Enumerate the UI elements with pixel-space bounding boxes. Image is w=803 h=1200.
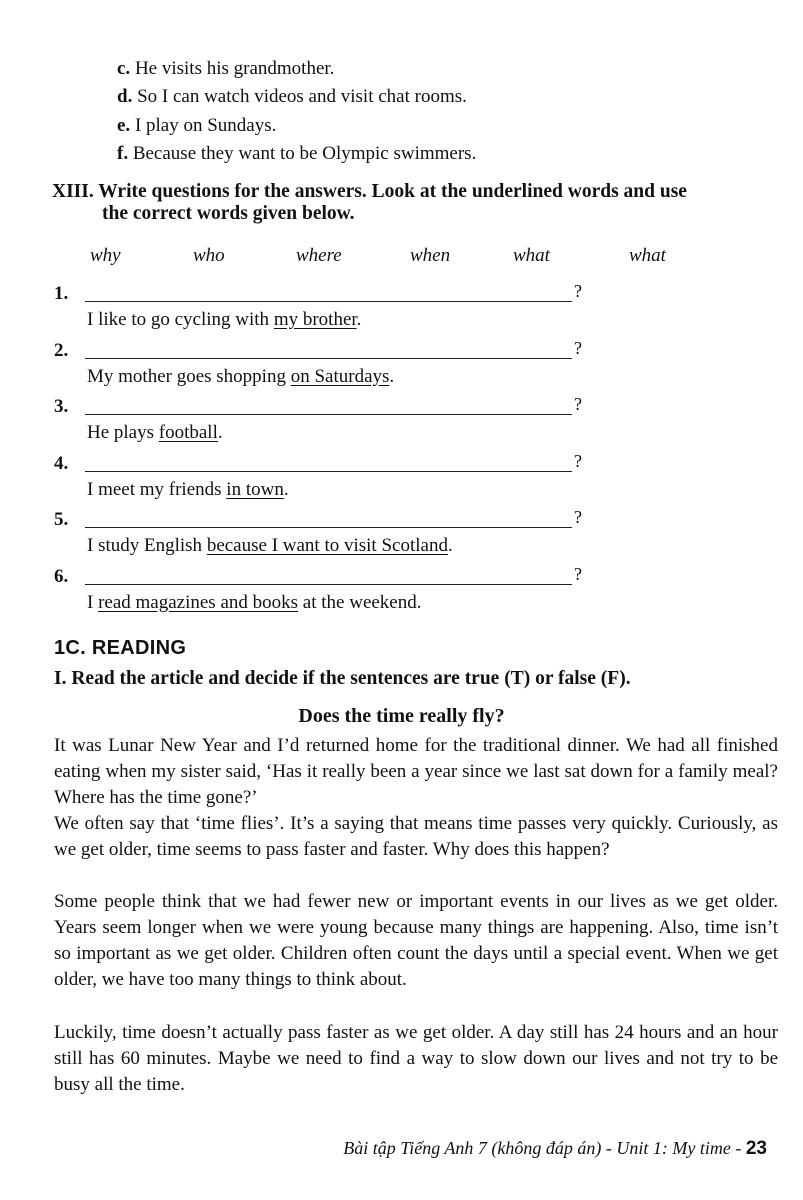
exercise-xiii-heading (52, 181, 687, 225)
question-answer-blank[interactable] (85, 527, 572, 528)
article-title: Does the time really fly? (298, 705, 505, 727)
underlined-words: on Saturdays (290, 365, 390, 387)
article-paragraph-1: It was Lunar New Year and I’d returned home for the traditional dinner. We had all finished eating when my sister said, ‘Has it really been a year since we last sat down for a family meal? Where has the time gone?’ (54, 735, 778, 808)
question-number: 5. (54, 509, 69, 530)
option-letter: d. (117, 86, 133, 107)
underlined-words: football (158, 422, 218, 443)
page-footer (343, 1138, 767, 1160)
answer-sentence (87, 422, 223, 444)
question-mark: ? (574, 563, 582, 584)
option-letter: f. (117, 143, 129, 164)
underlined-words: because I want to visit Scotland (206, 535, 448, 556)
question-mark: ? (574, 394, 582, 414)
option-text: So I can watch videos and visit chat rooms. (137, 86, 467, 107)
question-number: 3. (54, 396, 69, 417)
underlined-words: my brother (273, 309, 357, 330)
answer-sentence (87, 309, 361, 331)
instruction-line-2: the correct words given below. (102, 203, 355, 224)
article-paragraph-4: Luckily, time doesn’t actually pass faster as we get older. A day still has 24 hours and an hour still has 60 minutes. Maybe we need to find a way to slow down our lives and not try to be busy all the time. (54, 1022, 778, 1095)
question-answer-blank[interactable] (85, 414, 572, 415)
answer-text-before: I study English (87, 535, 207, 556)
question-mark: ? (574, 281, 582, 301)
answer-text-after: . (447, 535, 453, 556)
exercise-number: XIII. (52, 181, 94, 202)
question-number: 6. (54, 565, 69, 587)
option-text: Because they want to be Olympic swimmers. (132, 143, 477, 164)
answer-option-e (117, 115, 276, 137)
word-bank-item: what (629, 245, 666, 266)
question-mark: ? (574, 450, 582, 471)
answer-option-f (117, 143, 476, 165)
answer-text-after: at the weekend. (298, 591, 422, 613)
question-answer-blank[interactable] (85, 358, 572, 359)
instruction-line-1: Write questions for the answers. Look at the underlined words and use (98, 181, 687, 202)
answer-text-before: I (87, 591, 99, 613)
article-paragraph-2: We often say that ‘time flies’. It’s a saying that means time passes very quickly. Curiously, as we get older, time seems to pass faster and faster. Why does this happen? (54, 813, 778, 860)
option-letter: e. (117, 115, 131, 136)
option-letter: c. (117, 58, 131, 79)
word-bank-item: when (410, 245, 451, 266)
answer-sentence (87, 366, 394, 388)
underlined-words: in town (226, 478, 284, 500)
section-title-reading: 1C. READING (54, 637, 187, 659)
option-text: He visits his grandmother. (134, 58, 335, 79)
word-bank-item: who (193, 245, 225, 266)
question-mark: ? (574, 337, 582, 358)
question-answer-blank[interactable] (85, 301, 572, 302)
question-number: 2. (54, 339, 69, 361)
answer-option-d (117, 86, 467, 108)
word-bank-item: where (296, 245, 342, 266)
page-number: 23 (745, 1138, 767, 1159)
answer-text-before: I like to go cycling with (87, 309, 274, 330)
answer-text-before: I meet my friends (87, 478, 227, 500)
word-bank-item: what (513, 245, 550, 266)
answer-text-before: He plays (87, 422, 159, 443)
underlined-words: read magazines and books (98, 591, 299, 613)
question-answer-blank[interactable] (85, 471, 572, 472)
answer-text-after: . (389, 365, 395, 387)
article-paragraph-3: Some people think that we had fewer new or important events in our lives as we get older. Years seem longer when we were young because many things are happening. Also, time isn’t so important as we get older. Children often count the days until a special event. When we get older, we have too many things to think about. (54, 891, 778, 990)
answer-text-after: . (283, 478, 289, 500)
question-answer-blank[interactable] (85, 584, 572, 585)
question-number: 4. (54, 452, 69, 474)
answer-text-after: . (217, 422, 223, 443)
word-bank-item: why (90, 245, 121, 266)
question-mark: ? (574, 507, 582, 527)
answer-sentence (87, 535, 453, 557)
footer-book-title: Bài tập Tiếng Anh 7 (không đáp án) - Unit 1: My time - (343, 1138, 746, 1158)
answer-option-c (117, 58, 334, 80)
reading-instruction: I. Read the article and decide if the sentences are true (T) or false (F). (54, 668, 631, 689)
answer-sentence (87, 479, 289, 501)
answer-text-before: My mother goes shopping (87, 365, 291, 387)
option-text: I play on Sundays. (134, 115, 277, 136)
answer-text-after: . (356, 309, 362, 330)
question-number: 1. (54, 283, 69, 304)
answer-sentence (87, 592, 422, 614)
